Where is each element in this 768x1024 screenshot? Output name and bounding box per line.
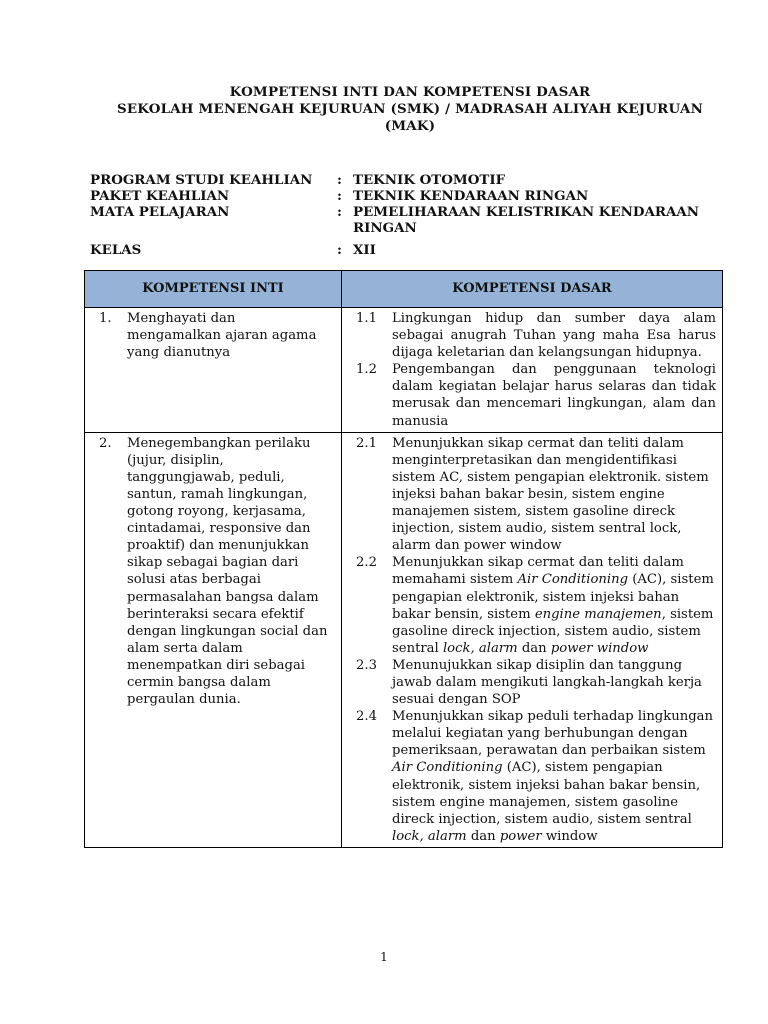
table-header-row <box>85 271 723 308</box>
kelas-label: KELAS <box>90 242 142 258</box>
ki-text: Menghayati dan mengamalkan ajaran agama yang dianutnya <box>127 311 317 361</box>
kd-text: Lingkungan hidup dan sumber daya alam sebagai anugrah Tuhan yang maha Esa harus dijaga keletarian dan kelangsungan hidupnya. <box>392 311 716 361</box>
kd-text-part: Menunjukkan sikap cermat dan teliti dalam memahami sistem <box>392 555 684 588</box>
title-line-2: SEKOLAH MENENGAH KEJURUAN (SMK) / MADRASAH ALIYAH KEJURUAN <box>116 101 704 117</box>
ki-cell-2 <box>85 432 342 847</box>
kd-text-italic: lock, alarm <box>392 828 467 844</box>
mapel-label: MATA PELAJARAN <box>90 204 230 220</box>
paket-row <box>90 188 730 204</box>
document-title <box>90 84 730 135</box>
ki-number: 1. <box>99 311 112 326</box>
kd-item-2-3 <box>342 657 716 708</box>
kelas-separator: : <box>337 242 342 258</box>
kd-text-italic: power <box>499 828 542 844</box>
title-line-1: KOMPETENSI INTI DAN KOMPETENSI DASAR <box>229 84 591 100</box>
kelas-value: XII <box>353 242 376 258</box>
competency-table <box>84 270 723 848</box>
kd-text-part: dan <box>466 828 500 844</box>
program-row <box>90 172 730 188</box>
kd-text-italic: engine manajemen <box>534 606 662 622</box>
ki-text: Menegembangkan perilaku (jujur, disiplin, tanggungjawab, peduli, santun, ramah lingkungan, gotong royong, kerjasama, cintadamai, responsive dan proaktif) dan menunjukkan sikap sebagai bagian dari solusi atas berbagai permasalahan bangsa dalam berinteraksi secara efektif dengan lingkungan social dan alam serta dalam menempatkan diri sebagai cermin bangsa dalam pergaulan dunia. <box>127 435 328 708</box>
kd-text-part: , sistem gasoline direck injection, sistem audio, sistem sentral <box>392 606 714 656</box>
kd-number: 2.4 <box>356 709 377 725</box>
kd-text: Menunjukkan sikap cermat dan teliti dalam menginterpretasikan dan mengidentifikasi sistem AC, sistem pengapian elektronik. sistem injeksi bahan bakar besin, sistem engine manajemen sistem, sistem gasoline direck injection, sistem audio, sistem sentral lock, alarm dan power window <box>392 435 709 554</box>
kd-text-italic: lock, alarm <box>442 640 518 656</box>
program-label: PROGRAM STUDI KEAHLIAN <box>90 172 313 188</box>
kd-text-part: (AC), sistem pengapian elektronik, sistem injeksi bahan bakar bensin, sistem engine manajemen, sistem gasoline direck injection, sistem audio, sistem sentral <box>392 760 701 827</box>
program-separator: : <box>337 172 342 188</box>
header-kompetensi-dasar: KOMPETENSI DASAR <box>342 271 723 308</box>
page-number: 1 <box>380 950 388 964</box>
kd-item-1-1 <box>342 310 716 361</box>
paket-value: TEKNIK KENDARAAN RINGAN <box>353 188 589 204</box>
kd-text <box>392 554 716 657</box>
kd-number: 1.1 <box>356 311 377 326</box>
kd-text-italic: Air Conditioning <box>392 760 503 776</box>
kd-item-2-2 <box>342 554 716 657</box>
kd-number: 2.3 <box>356 657 377 673</box>
program-value: TEKNIK OTOMOTIF <box>353 172 506 188</box>
mapel-row <box>90 204 730 236</box>
kd-text-part: Menunjukkan sikap peduli terhadap lingkungan melalui kegiatan yang berhubungan dengan pemeriksaan, perawatan dan perbaikan sistem <box>392 709 714 759</box>
ki-cell-1 <box>85 308 342 433</box>
header-kompetensi-inti: KOMPETENSI INTI <box>85 271 342 308</box>
paket-label: PAKET KEAHLIAN <box>90 188 230 204</box>
paket-separator: : <box>337 188 342 204</box>
kd-item-2-4 <box>342 708 716 845</box>
kd-text-italic: Air Conditioning <box>517 572 629 588</box>
kd-number: 1.2 <box>356 362 377 378</box>
kd-text: Menunujukkan sikap disiplin dan tanggung jawab dalam mengikuti langkah-langkah kerja sesuai dengan SOP <box>392 657 702 708</box>
kd-text-part: window <box>541 828 598 844</box>
kd-text-italic: power window <box>550 640 649 656</box>
mapel-separator: : <box>337 204 342 220</box>
mapel-value: PEMELIHARAAN KELISTRIKAN KENDARAAN RINGAN <box>353 204 700 236</box>
ki-item-2 <box>85 435 335 709</box>
ki-number: 2. <box>99 435 112 451</box>
kd-text-part: dan <box>517 640 551 656</box>
kd-text <box>392 708 716 845</box>
kd-cell-1 <box>342 308 723 433</box>
ki-item-1 <box>85 310 335 361</box>
table-row <box>85 308 723 433</box>
kd-number: 2.1 <box>356 435 377 451</box>
kelas-row <box>90 236 730 258</box>
kd-number: 2.2 <box>356 555 377 571</box>
kd-item-1-2 <box>342 361 716 429</box>
title-line-3: (MAK) <box>384 118 436 134</box>
program-info-table <box>90 172 730 258</box>
table-row <box>85 432 723 847</box>
kd-text-part: (AC), sistem pengapian elektronik, sistem injeksi bahan bakar bensin, sistem <box>392 572 714 622</box>
kd-item-2-1 <box>342 435 716 555</box>
kd-text: Pengembangan dan penggunaan teknologi dalam kegiatan belajar harus selaras dan tidak merusak dan mencemari lingkungan, alam dan manusia <box>392 362 716 429</box>
kd-cell-2 <box>342 432 723 847</box>
